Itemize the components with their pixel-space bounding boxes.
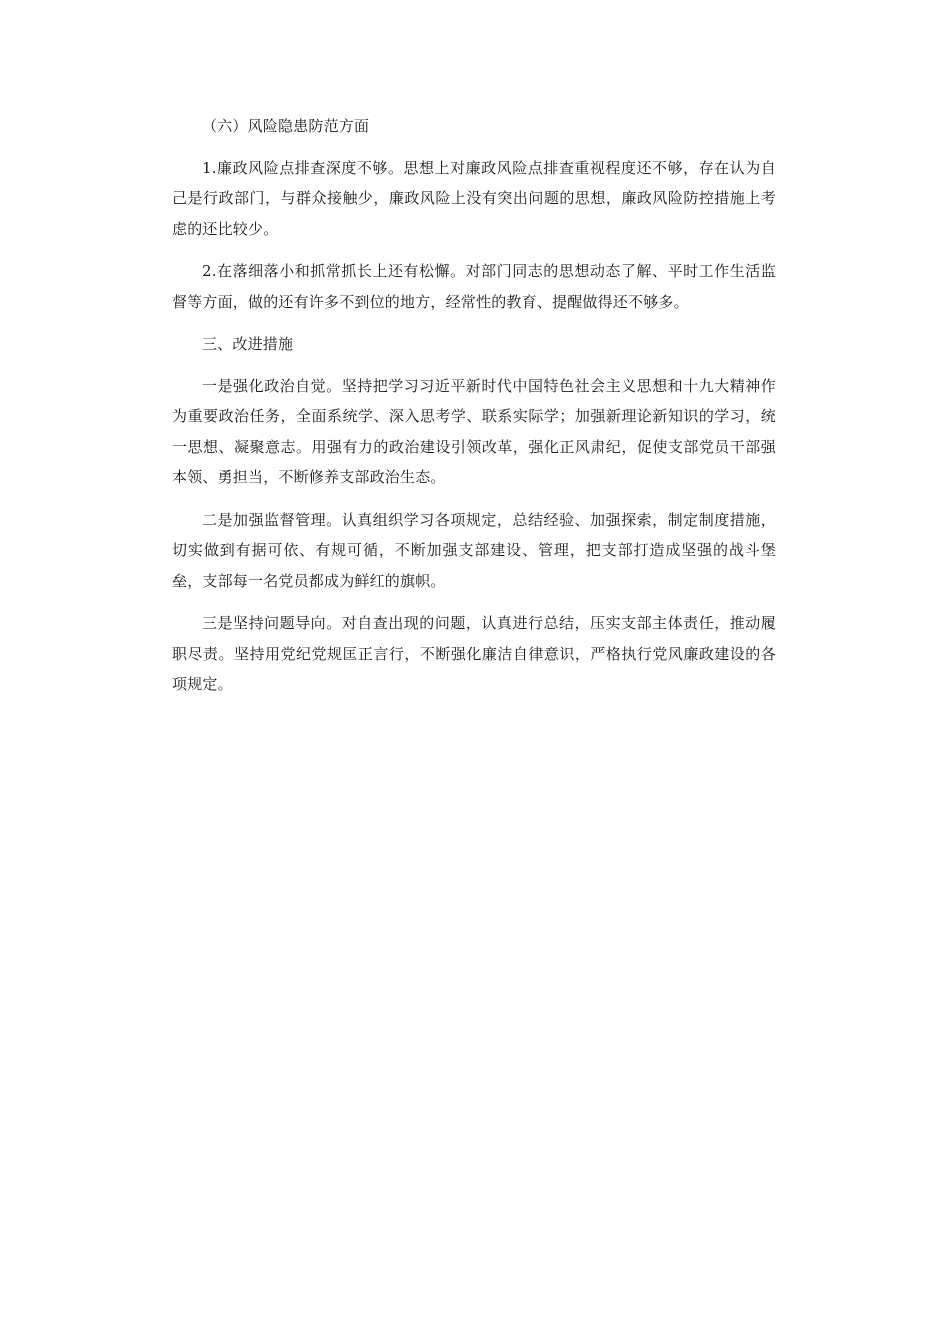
- paragraph-measure-1: 一是强化政治自觉。坚持把学习习近平新时代中国特色社会主义思想和十九大精神作为重要政治任务，全面系统学、深入思考学、联系实际学；加强新理论新知识的学习，统一思想、凝聚意志。用强有力的政治建设引领改革，强化正风肃纪，促使支部党员干部强本领、勇担当，不断修养支部政治生态。: [172, 376, 776, 486]
- document-body: [172, 111, 776, 712]
- paragraph-item-2: 2.在落细落小和抓常抓长上还有松懈。对部门同志的思想动态了解、平时工作生活监督等方面，做的还有许多不到位的地方，经常性的教育、提醒做得还不够多。: [172, 262, 776, 311]
- paragraph-item-1: 1.廉政风险点排查深度不够。思想上对廉政风险点排查重视程度还不够，存在认为自己是行政部门，与群众接触少，廉政风险上没有突出问题的思想，廉政风险防控措施上考虑的还比较少。: [172, 158, 776, 238]
- section-three-heading: 三、改进措施: [202, 335, 294, 353]
- paragraph-measure-2: 二是加强监督管理。认真组织学习各项规定，总结经验、加强探索，制定制度措施，切实做到有据可依、有规可循，不断加强支部建设、管理，把支部打造成坚强的战斗堡垒，支部每一名党员都成为鲜红的旗帜。: [172, 510, 776, 590]
- section-six-heading: （六）风险隐患防范方面: [202, 117, 370, 135]
- paragraph-measure-3: 三是坚持问题导向。对自查出现的问题，认真进行总结，压实支部主体责任，推动履职尽责。坚持用党纪党规匡正言行，不断强化廉洁自律意识，严格执行党风廉政建设的各项规定。: [172, 614, 776, 693]
